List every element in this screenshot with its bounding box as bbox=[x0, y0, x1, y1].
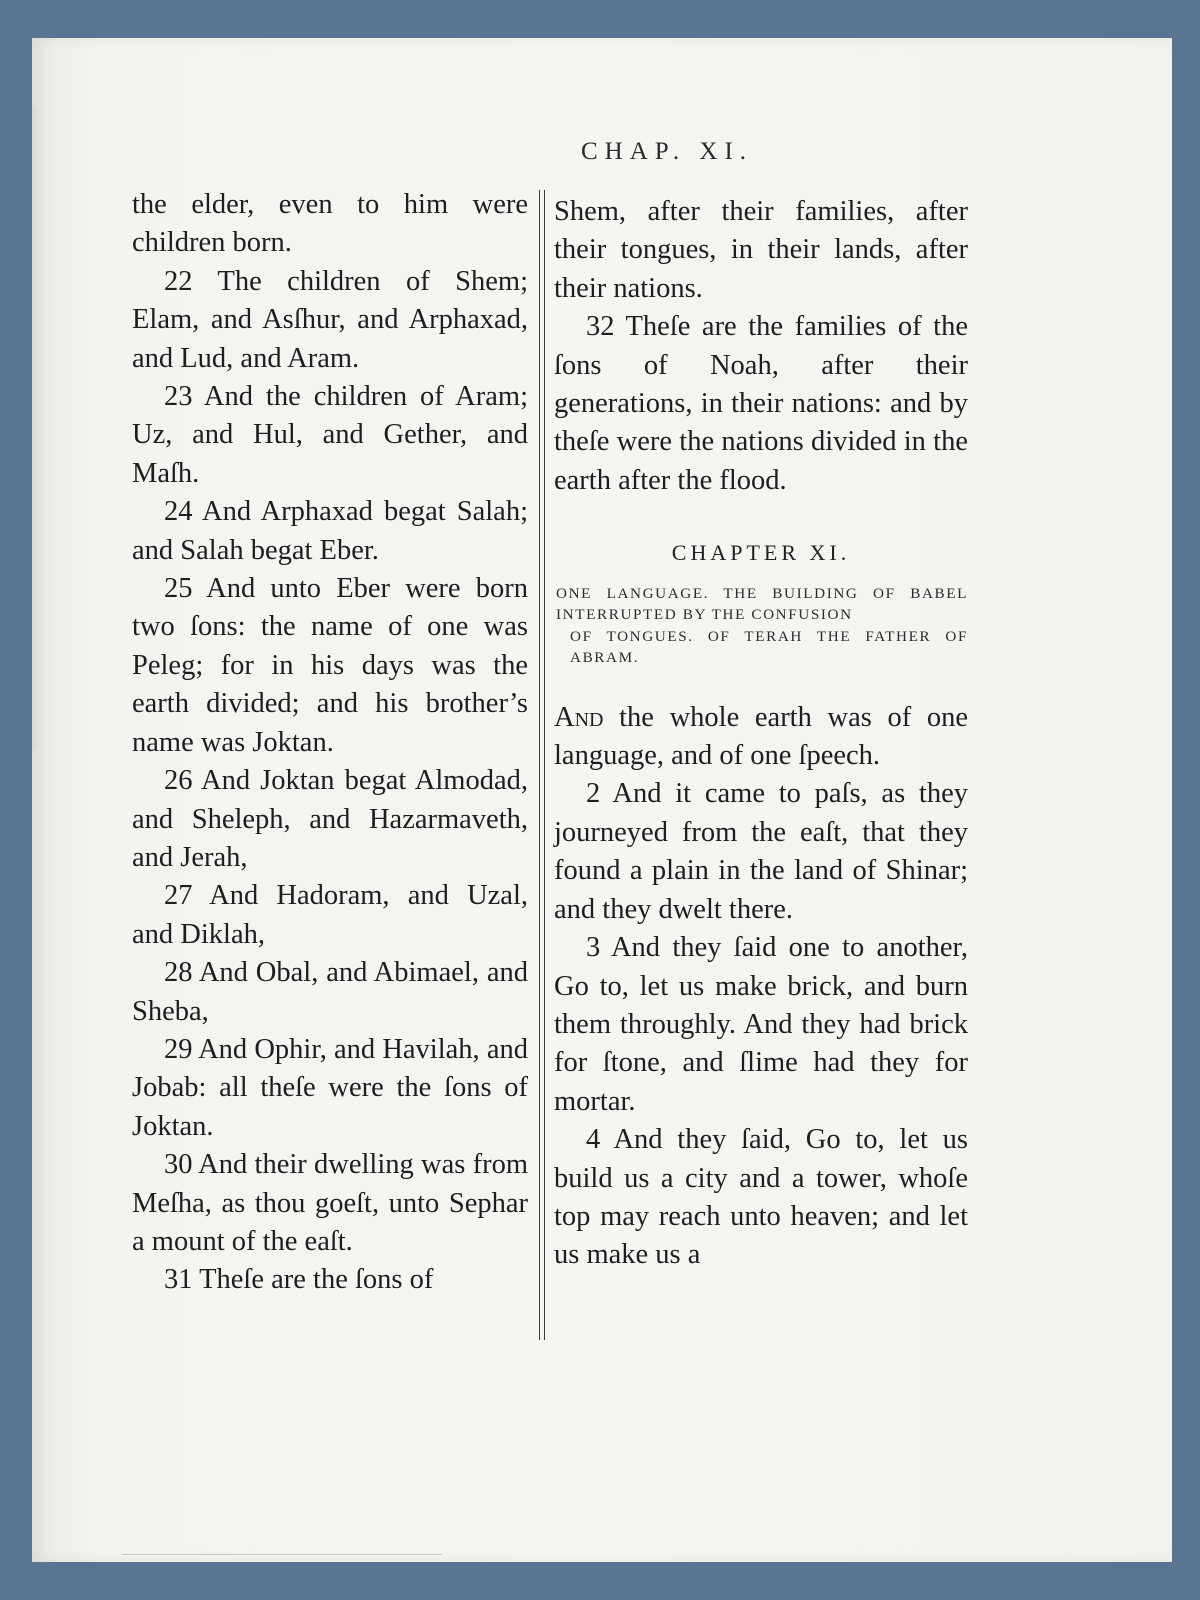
verse-paragraph: 26 And Joktan begat Almodad, and Sheleph, and Hazarmaveth, and Jerah, bbox=[132, 765, 528, 873]
left-column bbox=[132, 186, 528, 1300]
book-page bbox=[32, 38, 1172, 1562]
running-head: CHAP. XI. bbox=[580, 138, 754, 165]
verse-paragraph: 31 Theſe are the ſons of bbox=[164, 1264, 434, 1296]
right-column bbox=[554, 193, 968, 1275]
chapter-summary bbox=[554, 583, 968, 669]
verse-paragraph: 30 And their dwelling was from Meſha, as thou goeſt, unto Sephar a mount of the eaſt. bbox=[132, 1149, 528, 1257]
verse-paragraph: 24 And Arphaxad begat Salah; and Salah begat Eber. bbox=[132, 496, 528, 566]
column-divider bbox=[539, 190, 545, 1340]
verse-paragraph: 23 And the children of Aram; Uz, and Hul, and Gether, and Maſh. bbox=[132, 381, 528, 489]
facing-page-edge bbox=[32, 108, 46, 748]
verse-paragraph: 2 And it came to paſs, as they journeyed from the eaſt, that they found a plain in the land of Shinar; and they dwelt there. bbox=[554, 778, 968, 925]
chapter-summary-line: OF TONGUES. OF TERAH THE FATHER OF ABRAM. bbox=[570, 627, 968, 667]
verse-paragraph: 32 Theſe are the families of the ſons of Noah, after their generations, in their nations: and by theſe were the nations divided in the earth after the flood. bbox=[554, 311, 968, 496]
chapter-title: CHAPTER XI. bbox=[671, 540, 851, 566]
verse-paragraph: 29 And Ophir, and Havilah, and Jobab: all theſe were the ſons of Joktan. bbox=[132, 1033, 528, 1142]
chapter-summary-line: ONE LANGUAGE. THE BUILDING OF BABEL INTERRUPTED BY THE CONFUSION bbox=[556, 584, 968, 624]
verse-paragraph: Shem, after their families, after their tongues, in their lands, after their nations. bbox=[554, 196, 968, 304]
verse-paragraph: 27 And Hadoram, and Uzal, and Diklah, bbox=[132, 880, 528, 950]
verse-paragraph: the elder, even to him were children born. bbox=[132, 189, 528, 259]
verse-paragraph: 25 And unto Eber were born two ſons: the name of one was Peleg; for in his days was the earth divided; and his brother’s name was Joktan. bbox=[132, 573, 528, 758]
verse-paragraph: 3 And they ſaid one to another, Go to, let us make brick, and burn them throughly. And they had brick for ſtone, and ſlime had they for mortar. bbox=[554, 932, 968, 1117]
verse-paragraph: 28 And Obal, and Abimael, and Sheba, bbox=[132, 957, 528, 1027]
verse-paragraph: 4 And they ſaid, Go to, let us build us a city and a tower, whoſe top may reach unto heaven; and let us make us a bbox=[554, 1124, 968, 1271]
verse-paragraph: 22 The children of Shem; Elam, and Asſhur, and Arphaxad, and Lud, and Aram. bbox=[132, 265, 528, 374]
verse-text: the whole earth was of one language, and of one ſpeech. bbox=[554, 701, 969, 772]
opening-word: And bbox=[554, 701, 604, 733]
verse-paragraph bbox=[554, 699, 968, 776]
bottom-rule bbox=[122, 1554, 442, 1555]
spacer bbox=[554, 669, 968, 699]
